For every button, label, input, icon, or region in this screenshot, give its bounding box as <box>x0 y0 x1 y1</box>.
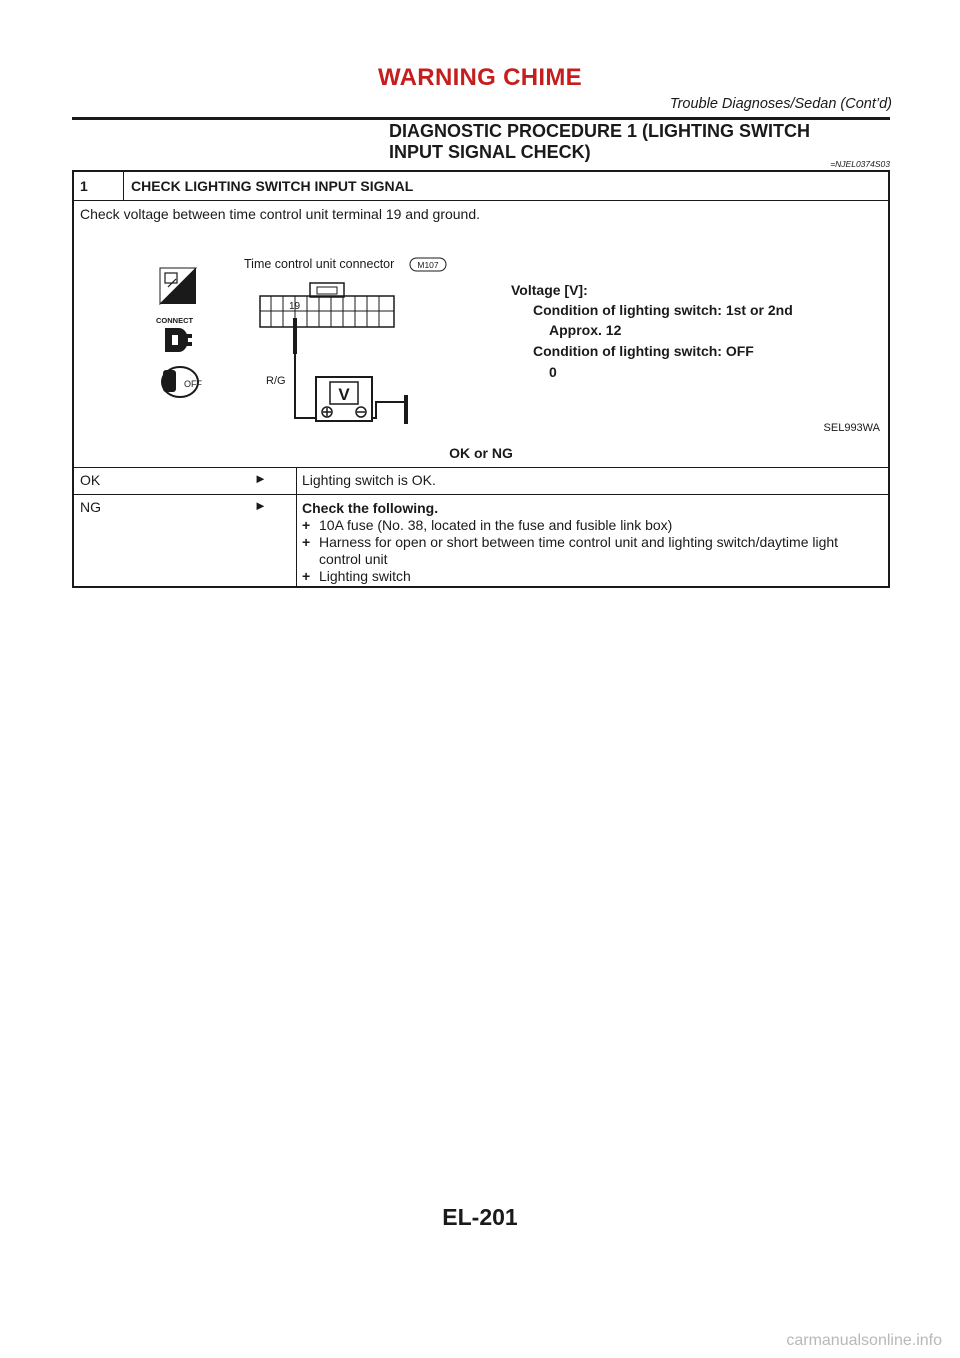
check-content-row <box>74 200 888 468</box>
arrow-right-icon: ► <box>254 471 267 486</box>
result-ok-label: OK <box>80 472 101 488</box>
spec-value-off: 0 <box>549 364 557 380</box>
hs-icon-label: H.S. <box>168 293 188 304</box>
procedure-table <box>72 170 890 588</box>
page-header-subtitle: Trouble Diagnoses/Sedan (Cont’d) <box>669 96 892 112</box>
result-ng-body <box>302 500 872 585</box>
spec-condition-on: Condition of lighting switch: 1st or 2nd <box>533 302 793 318</box>
reference-code: =NJEL0374S03 <box>830 159 890 169</box>
list-item <box>302 568 872 585</box>
result-divider <box>296 494 297 586</box>
result-ng-lead: Check the following. <box>302 500 439 516</box>
page-number: EL-201 <box>442 1204 518 1230</box>
ignition-off-icon <box>162 367 202 397</box>
list-item-text: Lighting switch <box>319 568 411 584</box>
voltmeter-icon <box>316 377 372 421</box>
wire-color-label: R/G <box>266 375 286 387</box>
voltmeter-symbol: V <box>338 385 350 404</box>
page-header-title: WARNING CHIME <box>378 64 582 91</box>
connector-label: Time control unit connector <box>244 257 395 271</box>
step-instruction: Check voltage between time control unit terminal 19 and ground. <box>80 206 481 222</box>
list-item-text: Harness for open or short between time control unit and lighting switch/daytime light control unit <box>319 534 839 567</box>
result-prompt: OK or NG <box>449 445 513 461</box>
hs-icon <box>160 268 196 304</box>
spec-value-on: Approx. 12 <box>549 322 622 338</box>
result-divider <box>296 467 297 494</box>
list-item-text: 10A fuse (No. 38, located in the fuse and fusible link box) <box>319 517 673 533</box>
bullet-icon: + <box>302 517 311 533</box>
section-title <box>389 121 859 163</box>
spec-heading: Voltage [V]: <box>511 282 588 298</box>
ground-probe <box>404 395 408 424</box>
connect-icon-label: CONNECT <box>156 316 194 325</box>
connector-id-badge <box>410 258 446 271</box>
voltage-spec <box>511 282 793 380</box>
figure-reference: SEL993WA <box>823 422 880 434</box>
result-ok-text: Lighting switch is OK. <box>302 472 436 488</box>
connect-icon <box>156 316 194 352</box>
connector-graphic <box>260 283 394 327</box>
list-item <box>302 534 872 568</box>
connector-id: M107 <box>417 260 439 270</box>
header-divider <box>72 117 890 120</box>
off-icon-label: OFF <box>184 379 202 389</box>
list-item <box>302 517 872 534</box>
arrow-right-icon: ► <box>254 498 267 513</box>
result-row-ok <box>74 467 888 495</box>
result-row-ng <box>74 494 888 586</box>
test-probe-positive <box>293 318 297 354</box>
spec-condition-off: Condition of lighting switch: OFF <box>533 343 754 359</box>
step-header-row <box>74 172 888 201</box>
bullet-icon: + <box>302 534 311 550</box>
step-number: 1 <box>74 172 124 200</box>
terminal-label: 19 <box>289 301 301 312</box>
watermark: carmanualsonline.info <box>786 1332 942 1349</box>
section-title-line-1: DIAGNOSTIC PROCEDURE 1 (LIGHTING SWITCH <box>389 121 811 141</box>
result-ng-label: NG <box>80 499 101 515</box>
negative-lead <box>372 402 405 418</box>
bullet-icon: + <box>302 568 311 584</box>
voltage-check-diagram <box>74 244 888 424</box>
section-title-line-2: INPUT SIGNAL CHECK) <box>389 142 591 162</box>
step-title: CHECK LIGHTING SWITCH INPUT SIGNAL <box>131 178 414 194</box>
